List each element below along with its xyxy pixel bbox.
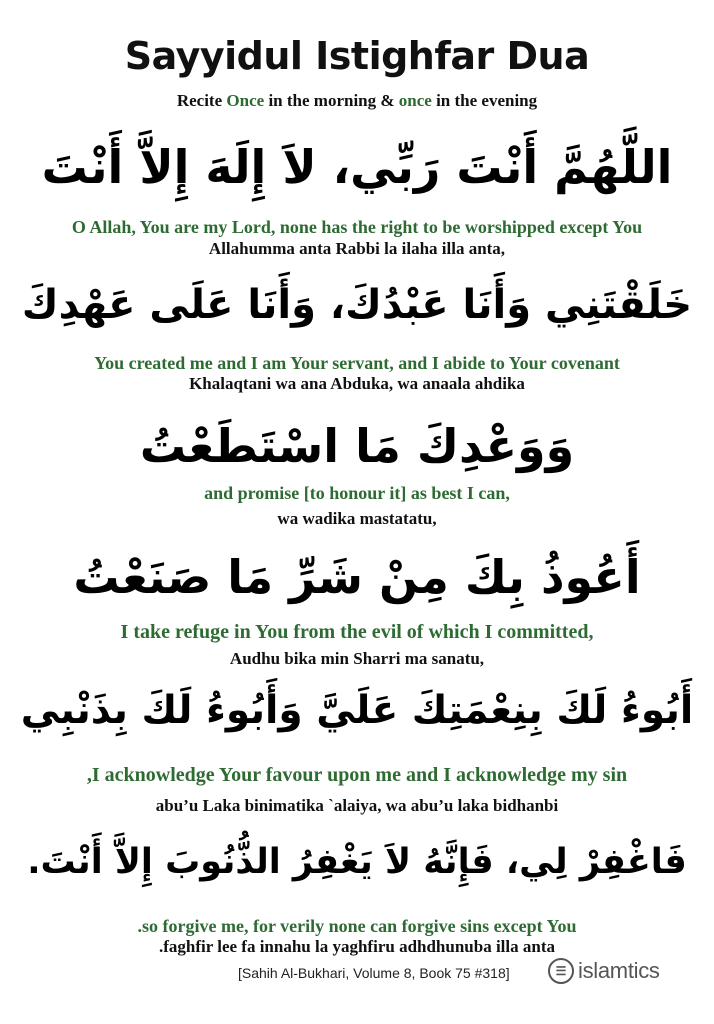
verse-3-transliteration: wa wadika mastatatu, [277,509,437,528]
subtitle-once-morning: Once [226,91,265,110]
subtitle-once-evening: once [398,91,432,110]
verse-2-transliteration: Khalaqtani wa ana Abduka, wa anaala ahdika [189,374,525,393]
verse-5-english: ,I acknowledge Your favour upon me and I acknowledge my sin [86,764,628,786]
verse-3-arabic: وَوَعْدِكَ مَا اسْتَطَعْتُ [139,419,575,473]
verse-2-arabic: خَلَقْتَنِي وَأَنَا عَبْدُكَ، وَأَنَا عَلَى عَهْدِكَ [21,282,693,328]
verse-5-arabic: أَبُوءُ لَكَ بِنِعْمَتِكَ عَلَيَّ وَأَبُوءُ لَكَ بِذَنْبِي [20,688,694,733]
page-title: Sayyidul Istighfar Dua [124,34,590,78]
book-logo-icon: ☰ [548,958,574,984]
verse-6-english: .so forgive me, for verily none can forgive sins except You [137,916,577,936]
recitation-instruction [0,91,714,111]
verse-4-transliteration: Audhu bika min Sharri ma sanatu, [229,649,485,668]
subtitle-part3: in the morning & [264,91,399,110]
verse-6-transliteration: .faghfir lee fa innahu la yaghfiru adhdhunuba illa anta [159,937,555,956]
verse-1-english: O Allah, You are my Lord, none has the right to be worshipped except You [71,217,643,237]
verse-5-transliteration: abu’u Laka binimatika `alaiya, wa abu’u laka bidhanbi [155,796,559,815]
subtitle-part1: Recite [176,91,227,110]
verse-6-arabic: فَاغْفِرْ لِي، فَإِنَّهُ لاَ يَغْفِرُ الذُّنُوبَ إِلاَّ أَنْتَ. [27,842,687,882]
verse-1-arabic: اللَّهُمَّ أَنْتَ رَبِّي، لاَ إِلَهَ إِلاَّ أَنْتَ [41,140,673,194]
verse-4-arabic: أَعُوذُ بِكَ مِنْ شَرِّ مَا صَنَعْتُ [73,550,641,604]
verse-1-transliteration: Allahumma anta Rabbi la ilaha illa anta, [208,239,506,258]
verse-3-english: and promise [to honour it] as best I can, [204,483,510,503]
hadith-source: [Sahih Al-Bukhari, Volume 8, Book 75 #318] [238,965,510,981]
subtitle-part5: in the evening [431,91,538,110]
logo-text: islamtics [578,958,660,983]
verse-2-english: You created me and I am Your servant, and I abide to Your covenant [94,353,620,373]
verse-4-english: I take refuge in You from the evil of which I committed, [120,621,594,643]
islamtics-logo [548,958,660,984]
